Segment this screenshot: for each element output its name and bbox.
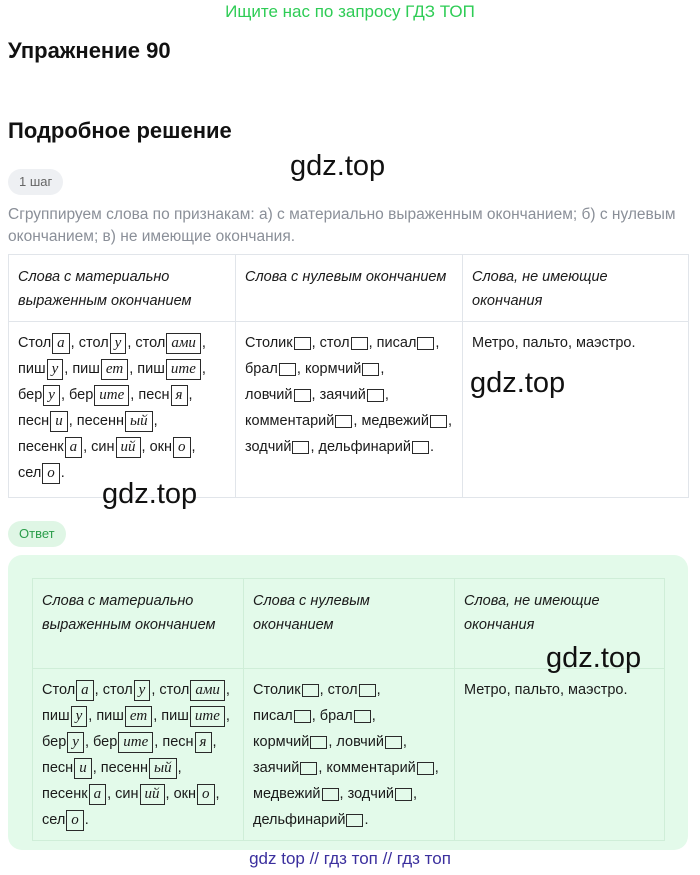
intro-text: Сгруппируем слова по признакам: а) с материально выраженным окончанием; б) с нулевым окончанием; в) не имеющие окончания.: [8, 206, 676, 245]
word-stem: песн: [162, 734, 194, 750]
word-with-ending: бер у ,: [42, 734, 89, 750]
ending-box: ите: [94, 385, 129, 406]
ending-box: у: [67, 732, 84, 753]
ending-box: о: [197, 784, 215, 805]
word-zero-ending: медвежий ,: [253, 786, 344, 802]
word-with-ending: песенн ый ,: [101, 760, 182, 776]
word-text: комментарий: [245, 413, 335, 429]
word-text: медвежий: [253, 786, 321, 802]
watermark: gdz.top: [470, 367, 566, 399]
word-with-ending: песн и ,: [42, 760, 97, 776]
word-stem: сел: [18, 465, 42, 481]
word-stem: сел: [42, 812, 66, 828]
word-stem: окн: [173, 786, 196, 802]
ending-box: а: [52, 333, 70, 354]
word-text: писал: [253, 708, 293, 724]
material-ending-words: [9, 322, 236, 498]
ending-box: ый: [149, 758, 177, 779]
word-text: кормчий: [253, 734, 310, 750]
zero-ending-box: [367, 389, 384, 402]
ending-box: ите: [166, 359, 201, 380]
word-with-ending: песенн ый ,: [77, 413, 158, 429]
word-with-ending: песн я ,: [138, 387, 192, 403]
no-ending-words: Метро, пальто, маэстро.: [463, 322, 689, 498]
zero-ending-box: [417, 762, 434, 775]
zero-ending-box: [335, 415, 352, 428]
word-zero-ending: стол ,: [327, 682, 381, 698]
solution-heading: Подробное решение: [8, 118, 232, 143]
word-zero-ending: комментарий ,: [245, 413, 358, 429]
ending-box: ет: [125, 706, 152, 727]
word-zero-ending: комментарий ,: [326, 760, 439, 776]
ending-box: у: [110, 333, 127, 354]
word-zero-ending: дельфинарий .: [253, 812, 369, 828]
zero-ending-box: [294, 337, 311, 350]
word-stem: син: [91, 439, 115, 455]
promo-banner[interactable]: Ищите нас по запросу ГДЗ ТОП: [225, 2, 475, 21]
ending-box: ый: [125, 411, 153, 432]
watermark: gdz.top: [290, 150, 386, 182]
column-header-material: Слова с материально выраженным окончанием: [9, 255, 236, 322]
column-header-zero: Слова с нулевым окончанием: [244, 579, 455, 669]
word-text: стол: [327, 682, 358, 698]
word-with-ending: стол ами ,: [159, 682, 230, 698]
word-zero-ending: зодчий ,: [347, 786, 418, 802]
ending-box: ами: [166, 333, 201, 354]
word-with-ending: пиш ите ,: [161, 708, 230, 724]
page-title: Упражнение 90: [8, 38, 171, 63]
word-with-ending: песенк а ,: [18, 439, 87, 455]
word-text: брал: [319, 708, 353, 724]
zero-ending-box: [302, 684, 319, 697]
word-zero-ending: брал ,: [319, 708, 376, 724]
zero-ending-box: [346, 814, 363, 827]
word-zero-ending: кормчий ,: [253, 734, 333, 750]
zero-ending-box: [322, 788, 339, 801]
word-stem: песенк: [42, 786, 88, 802]
word-stem: бер: [18, 387, 43, 403]
word-zero-ending: зодчий ,: [245, 439, 315, 455]
word-with-ending: песн и ,: [18, 413, 73, 429]
zero-ending-words: [244, 669, 455, 841]
word-with-ending: пиш ите ,: [137, 361, 206, 377]
word-zero-ending: писал ,: [253, 708, 316, 724]
word-text: заячий: [319, 387, 366, 403]
word-text: Столик: [245, 335, 293, 351]
word-stem: бер: [42, 734, 67, 750]
zero-ending-box: [294, 389, 311, 402]
word-zero-ending: заячий ,: [319, 387, 389, 403]
zero-ending-box: [294, 710, 311, 723]
word-with-ending: песенк а ,: [42, 786, 111, 802]
word-stem: бер: [93, 734, 118, 750]
column-header-none: Слова, не имеющие окончания: [455, 579, 665, 669]
word-with-ending: стол у ,: [103, 682, 156, 698]
word-with-ending: окн о ,: [150, 439, 196, 455]
ending-box: ий: [140, 784, 165, 805]
word-zero-ending: кормчий ,: [304, 361, 385, 377]
word-stem: песн: [18, 413, 50, 429]
word-zero-ending: стол ,: [319, 335, 373, 351]
word-zero-ending: писал ,: [376, 335, 440, 351]
no-ending-words: Метро, пальто, маэстро.: [455, 669, 665, 841]
ending-box: я: [171, 385, 188, 406]
word-stem: стол: [78, 335, 109, 351]
word-with-ending: бер ите ,: [69, 387, 134, 403]
word-stem: стол: [135, 335, 166, 351]
watermark: gdz.top: [102, 478, 198, 510]
word-stem: пиш: [137, 361, 165, 377]
word-with-ending: стол у ,: [79, 335, 132, 351]
word-text: писал: [376, 335, 417, 351]
word-stem: пиш: [161, 708, 189, 724]
footer-links[interactable]: gdz top // гдз топ // гдз топ: [249, 849, 451, 868]
word-text: дельфинарий: [253, 812, 346, 828]
ending-box: и: [74, 758, 92, 779]
column-header-zero: Слова с нулевым окончанием: [236, 255, 463, 322]
column-header-none: Слова, не имеющие окончания: [463, 255, 689, 322]
ending-box: о: [66, 810, 84, 831]
ending-box: я: [195, 732, 212, 753]
ending-box: у: [134, 680, 151, 701]
material-ending-words: [33, 669, 244, 841]
word-stem: стол: [159, 682, 190, 698]
ending-box: а: [76, 680, 94, 701]
word-with-ending: Стол а ,: [18, 335, 75, 351]
word-with-ending: бер ите ,: [93, 734, 158, 750]
word-with-ending: пиш у ,: [42, 708, 92, 724]
word-stem: песенн: [100, 760, 148, 776]
solution-table: [8, 254, 689, 498]
word-with-ending: окн о ,: [174, 786, 220, 802]
word-text: зодчий: [245, 439, 292, 455]
word-stem: бер: [69, 387, 94, 403]
word-with-ending: песн я ,: [162, 734, 216, 750]
ending-box: а: [89, 784, 107, 805]
zero-ending-box: [351, 337, 368, 350]
word-zero-ending: ловчий ,: [245, 387, 316, 403]
word-stem: песн: [138, 387, 170, 403]
ending-box: о: [42, 463, 60, 484]
word-with-ending: сел о .: [18, 465, 65, 481]
word-text: медвежий: [361, 413, 429, 429]
word-with-ending: пиш ет ,: [72, 361, 133, 377]
word-stem: син: [115, 786, 139, 802]
word-zero-ending: дельфинарий .: [318, 439, 434, 455]
zero-ending-box: [354, 710, 371, 723]
word-text: Столик: [253, 682, 301, 698]
ending-box: ите: [190, 706, 225, 727]
ending-box: а: [65, 437, 83, 458]
word-with-ending: стол ами ,: [135, 335, 206, 351]
word-stem: песн: [42, 760, 74, 776]
ending-box: у: [71, 706, 88, 727]
answer-badge: Ответ: [8, 521, 66, 547]
zero-ending-box: [395, 788, 412, 801]
word-stem: пиш: [18, 361, 46, 377]
word-stem: пиш: [42, 708, 70, 724]
word-zero-ending: заячий ,: [253, 760, 323, 776]
word-text: стол: [319, 335, 350, 351]
word-stem: пиш: [72, 361, 100, 377]
word-stem: стол: [102, 682, 133, 698]
zero-ending-box: [310, 736, 327, 749]
zero-ending-words: [236, 322, 463, 498]
answer-table: [32, 578, 665, 841]
ending-box: ите: [118, 732, 153, 753]
word-text: зодчий: [347, 786, 395, 802]
word-stem: окн: [149, 439, 172, 455]
word-stem: песенк: [18, 439, 64, 455]
word-text: ловчий: [336, 734, 384, 750]
word-text: брал: [245, 361, 278, 377]
word-zero-ending: ловчий ,: [336, 734, 407, 750]
zero-ending-box: [362, 363, 379, 376]
step-badge: 1 шаг: [8, 169, 63, 195]
word-zero-ending: Столик ,: [253, 682, 324, 698]
word-with-ending: Стол а ,: [42, 682, 99, 698]
word-zero-ending: медвежий ,: [361, 413, 452, 429]
word-text: комментарий: [326, 760, 416, 776]
ending-box: ий: [116, 437, 141, 458]
word-with-ending: бер у ,: [18, 387, 65, 403]
ending-box: и: [50, 411, 68, 432]
word-with-ending: син ий ,: [115, 786, 169, 802]
word-text: кормчий: [304, 361, 362, 377]
zero-ending-box: [417, 337, 434, 350]
word-with-ending: пиш ет ,: [96, 708, 157, 724]
ending-box: ет: [101, 359, 128, 380]
ending-box: у: [43, 385, 60, 406]
word-stem: песенн: [76, 413, 124, 429]
zero-ending-box: [279, 363, 296, 376]
word-stem: пиш: [96, 708, 124, 724]
zero-ending-box: [385, 736, 402, 749]
ending-box: о: [173, 437, 191, 458]
word-zero-ending: брал ,: [245, 361, 301, 377]
watermark: gdz.top: [546, 642, 642, 674]
zero-ending-box: [359, 684, 376, 697]
zero-ending-box: [412, 441, 429, 454]
column-header-material: Слова с материально выраженным окончанием: [33, 579, 244, 669]
zero-ending-box: [430, 415, 447, 428]
word-text: ловчий: [245, 387, 293, 403]
word-text: дельфинарий: [318, 439, 411, 455]
word-zero-ending: Столик ,: [245, 335, 316, 351]
zero-ending-box: [292, 441, 309, 454]
word-text: заячий: [253, 760, 300, 776]
word-with-ending: пиш у ,: [18, 361, 68, 377]
ending-box: ами: [190, 680, 225, 701]
word-stem: Стол: [18, 335, 52, 351]
word-stem: Стол: [42, 682, 76, 698]
word-with-ending: сел о .: [42, 812, 89, 828]
word-with-ending: син ий ,: [91, 439, 145, 455]
ending-box: у: [47, 359, 64, 380]
zero-ending-box: [300, 762, 317, 775]
